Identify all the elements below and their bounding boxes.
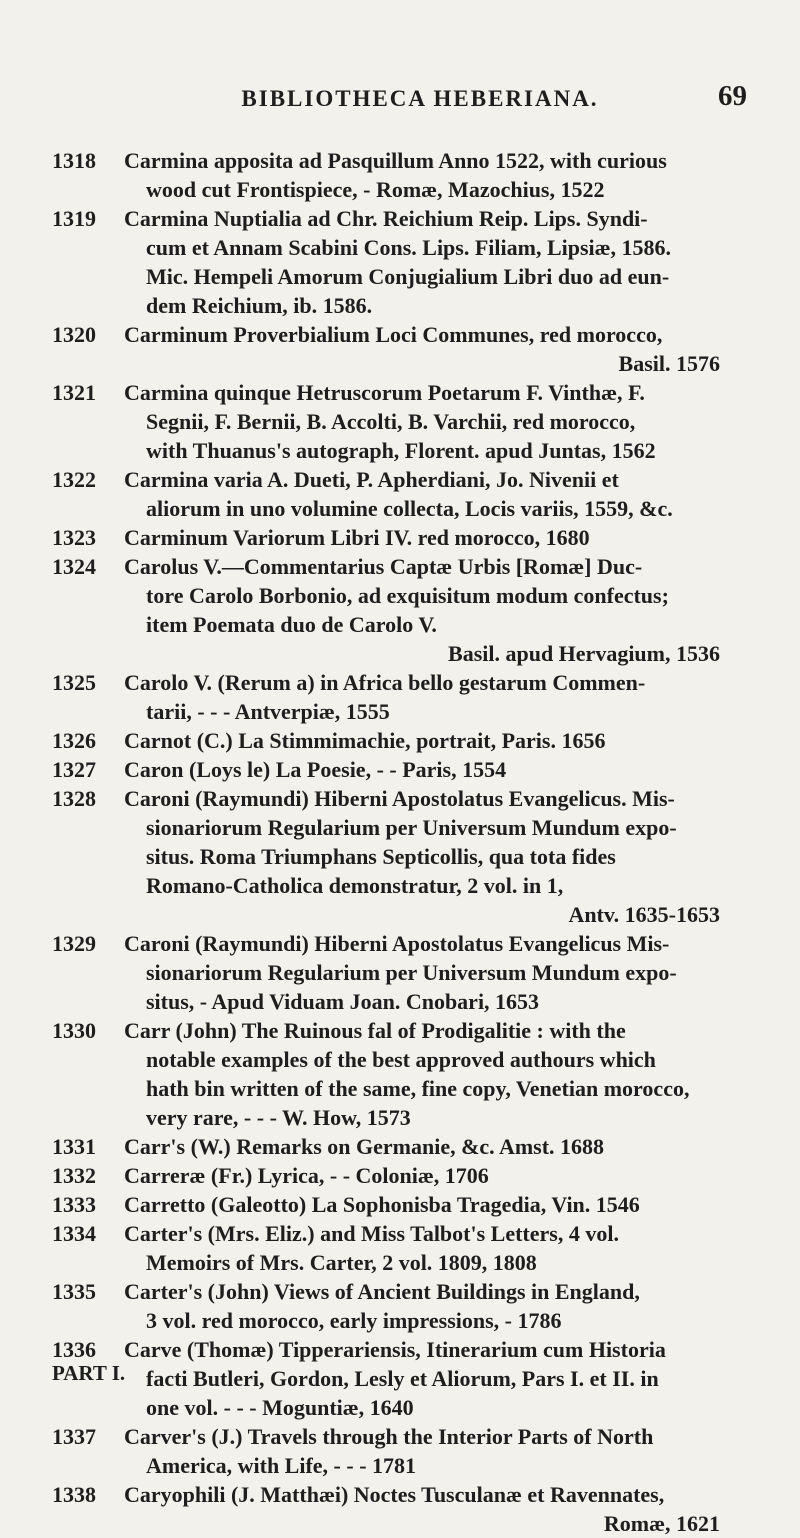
entry-number: 1332 <box>52 1163 96 1188</box>
entry-line: one vol. - - - Moguntiæ, 1640 <box>146 1395 414 1420</box>
entry-text <box>124 1422 748 1480</box>
entry-line: very rare, - - - W. How, 1573 <box>146 1105 411 1130</box>
catalogue-entry <box>0 1480 800 1538</box>
entry-text <box>124 1132 748 1161</box>
entry-line: Carminum Proverbialium Loci Communes, red morocco, <box>124 322 663 347</box>
entry-number: 1322 <box>52 467 96 492</box>
entry-line: sionariorum Regularium per Universum Mundum expo- <box>146 815 677 840</box>
entry-line: tarii, - - - Antverpiæ, 1555 <box>146 699 390 724</box>
catalogue-entry <box>0 1219 800 1277</box>
entry-text <box>124 146 748 204</box>
entry-line: Carreræ (Fr.) Lyrica, - - Coloniæ, 1706 <box>124 1163 489 1188</box>
entry-line: aliorum in uno volumine collecta, Locis variis, 1559, &c. <box>146 496 673 521</box>
entry-line: Carnot (C.) La Stimmimachie, portrait, Paris. 1656 <box>124 728 606 753</box>
entry-line: Carter's (John) Views of Ancient Buildings in England, <box>124 1279 640 1304</box>
entry-line: Carr's (W.) Remarks on Germanie, &c. Amst. 1688 <box>124 1134 605 1159</box>
entry-number: 1333 <box>52 1192 96 1217</box>
entry-number: 1327 <box>52 757 96 782</box>
entry-text <box>124 552 748 668</box>
entry-number: 1329 <box>52 931 96 956</box>
entry-line: Carolus V.—Commentarius Captæ Urbis [Romæ] Duc- <box>124 554 643 579</box>
catalogue-entry <box>0 523 800 552</box>
entry-line: situs. Roma Triumphans Septicollis, qua tota fides <box>146 844 616 869</box>
entry-line: Caroni (Raymundi) Hiberni Apostolatus Evangelicus Mis- <box>124 931 670 956</box>
entry-text <box>124 755 748 784</box>
catalogue-entry <box>0 320 800 378</box>
entry-line: Carretto (Galeotto) La Sophonisba Tragedia, Vin. 1546 <box>124 1192 640 1217</box>
entry-line: Carve (Thomæ) Tipperariensis, Itinerarium cum Historia <box>124 1337 666 1362</box>
entry-line: wood cut Frontispiece, - Romæ, Mazochius, 1522 <box>146 177 605 202</box>
entry-text <box>124 726 748 755</box>
entry-line: item Poemata duo de Carolo V. <box>146 612 437 637</box>
entry-number: 1334 <box>52 1221 96 1246</box>
entry-number: 1320 <box>52 322 96 347</box>
catalogue-entry <box>0 146 800 204</box>
signature-mark: PART I. <box>52 1361 126 1385</box>
entry-line: Carmina apposita ad Pasquillum Anno 1522, with curious <box>124 148 667 173</box>
catalogue-entry <box>0 552 800 668</box>
entry-line: Carr (John) The Ruinous fal of Prodigalitie : with the <box>124 1018 626 1043</box>
catalogue-entry <box>0 726 800 755</box>
entry-text <box>124 1335 748 1422</box>
catalogue-entry <box>0 204 800 320</box>
catalogue-entry <box>0 1132 800 1161</box>
entry-number: 1321 <box>52 380 96 405</box>
entry-text <box>124 929 748 1016</box>
entry-line: Caroni (Raymundi) Hiberni Apostolatus Evangelicus. Mis- <box>124 786 675 811</box>
entry-line: dem Reichium, ib. 1586. <box>146 293 373 318</box>
entry-number: 1325 <box>52 670 96 695</box>
entry-line: Mic. Hempeli Amorum Conjugialium Libri duo ad eun- <box>146 264 670 289</box>
entry-text <box>124 1277 748 1335</box>
entry-line: Segnii, F. Bernii, B. Accolti, B. Varchii, red morocco, <box>146 409 636 434</box>
entry-text <box>124 523 748 552</box>
page-number: 69 <box>718 80 747 112</box>
entry-line: with Thuanus's autograph, Florent. apud Juntas, 1562 <box>146 438 656 463</box>
entry-text <box>124 784 748 929</box>
catalogue-entry <box>0 784 800 929</box>
entry-line: Romæ, 1621 <box>603 1511 720 1536</box>
entry-line: Caryophili (J. Matthæi) Noctes Tusculanæ et Ravennates, <box>124 1482 665 1507</box>
entry-number: 1336 <box>52 1337 96 1362</box>
entry-line: Caron (Loys le) La Poesie, - - Paris, 1554 <box>124 757 507 782</box>
entry-line: 3 vol. red morocco, early impressions, - 1786 <box>146 1308 562 1333</box>
entry-number: 1319 <box>52 206 96 231</box>
entry-line: hath bin written of the same, fine copy, Venetian morocco, <box>146 1076 690 1101</box>
entry-line: notable examples of the best approved authours which <box>146 1047 656 1072</box>
entry-text <box>124 465 748 523</box>
running-title: BIBLIOTHECA HEBERIANA. <box>241 86 599 111</box>
entry-line: Carolo V. (Rerum a) in Africa bello gestarum Commen- <box>124 670 646 695</box>
entry-list <box>0 146 800 1538</box>
entry-text <box>124 1161 748 1190</box>
entry-line: tore Carolo Borbonio, ad exquisitum modum confectus; <box>146 583 669 608</box>
catalogue-entry <box>0 1277 800 1335</box>
entry-line: sionariorum Regularium per Universum Mundum expo- <box>146 960 677 985</box>
entry-line: cum et Annam Scabini Cons. Lips. Filiam, Lipsiæ, 1586. <box>146 235 672 260</box>
entry-line: Carmina Nuptialia ad Chr. Reichium Reip. Lips. Syndi- <box>124 206 648 231</box>
entry-line: situs, - Apud Viduam Joan. Cnobari, 1653 <box>146 989 540 1014</box>
entry-line: America, with Life, - - - 1781 <box>146 1453 417 1478</box>
entry-number: 1323 <box>52 525 96 550</box>
entry-line: Romano-Catholica demonstratur, 2 vol. in 1, <box>146 873 564 898</box>
catalogue-entry <box>0 378 800 465</box>
entry-line: Carver's (J.) Travels through the Interior Parts of North <box>124 1424 654 1449</box>
entry-number: 1338 <box>52 1482 96 1507</box>
entry-text <box>124 320 748 378</box>
catalogue-entry <box>0 668 800 726</box>
entry-text <box>124 1016 748 1132</box>
entry-line: Basil. apud Hervagium, 1536 <box>448 641 720 666</box>
entry-text <box>124 668 748 726</box>
entry-text <box>124 1219 748 1277</box>
entry-line: Carmina varia A. Dueti, P. Apherdiani, Jo. Nivenii et <box>124 467 619 492</box>
catalogue-entry <box>0 929 800 1016</box>
entry-line: Carter's (Mrs. Eliz.) and Miss Talbot's Letters, 4 vol. <box>124 1221 619 1246</box>
entry-line: Carminum Variorum Libri IV. red morocco, 1680 <box>124 525 590 550</box>
entry-number: 1324 <box>52 554 96 579</box>
entry-number: 1328 <box>52 786 96 811</box>
entry-text <box>124 1190 748 1219</box>
catalogue-entry <box>0 465 800 523</box>
catalogue-entry <box>0 1190 800 1219</box>
catalogue-entry <box>0 1161 800 1190</box>
entry-line: facti Butleri, Gordon, Lesly et Aliorum, Pars I. et II. in <box>146 1366 659 1391</box>
catalogue-entry <box>0 1016 800 1132</box>
catalogue-entry <box>0 1422 800 1480</box>
entry-number: 1331 <box>52 1134 96 1159</box>
entry-line: Carmina quinque Hetruscorum Poetarum F. Vinthæ, F. <box>124 380 645 405</box>
entry-number: 1335 <box>52 1279 96 1304</box>
entry-line: Memoirs of Mrs. Carter, 2 vol. 1809, 1808 <box>146 1250 537 1275</box>
entry-text <box>124 378 748 465</box>
catalogue-entry <box>0 755 800 784</box>
entry-number: 1337 <box>52 1424 96 1449</box>
entry-number: 1318 <box>52 148 96 173</box>
entry-text <box>124 1480 748 1538</box>
entry-line: Antv. 1635-1653 <box>568 902 720 927</box>
entry-number: 1326 <box>52 728 96 753</box>
entry-line: Basil. 1576 <box>618 351 720 376</box>
entry-text <box>124 204 748 320</box>
entry-number: 1330 <box>52 1018 96 1043</box>
